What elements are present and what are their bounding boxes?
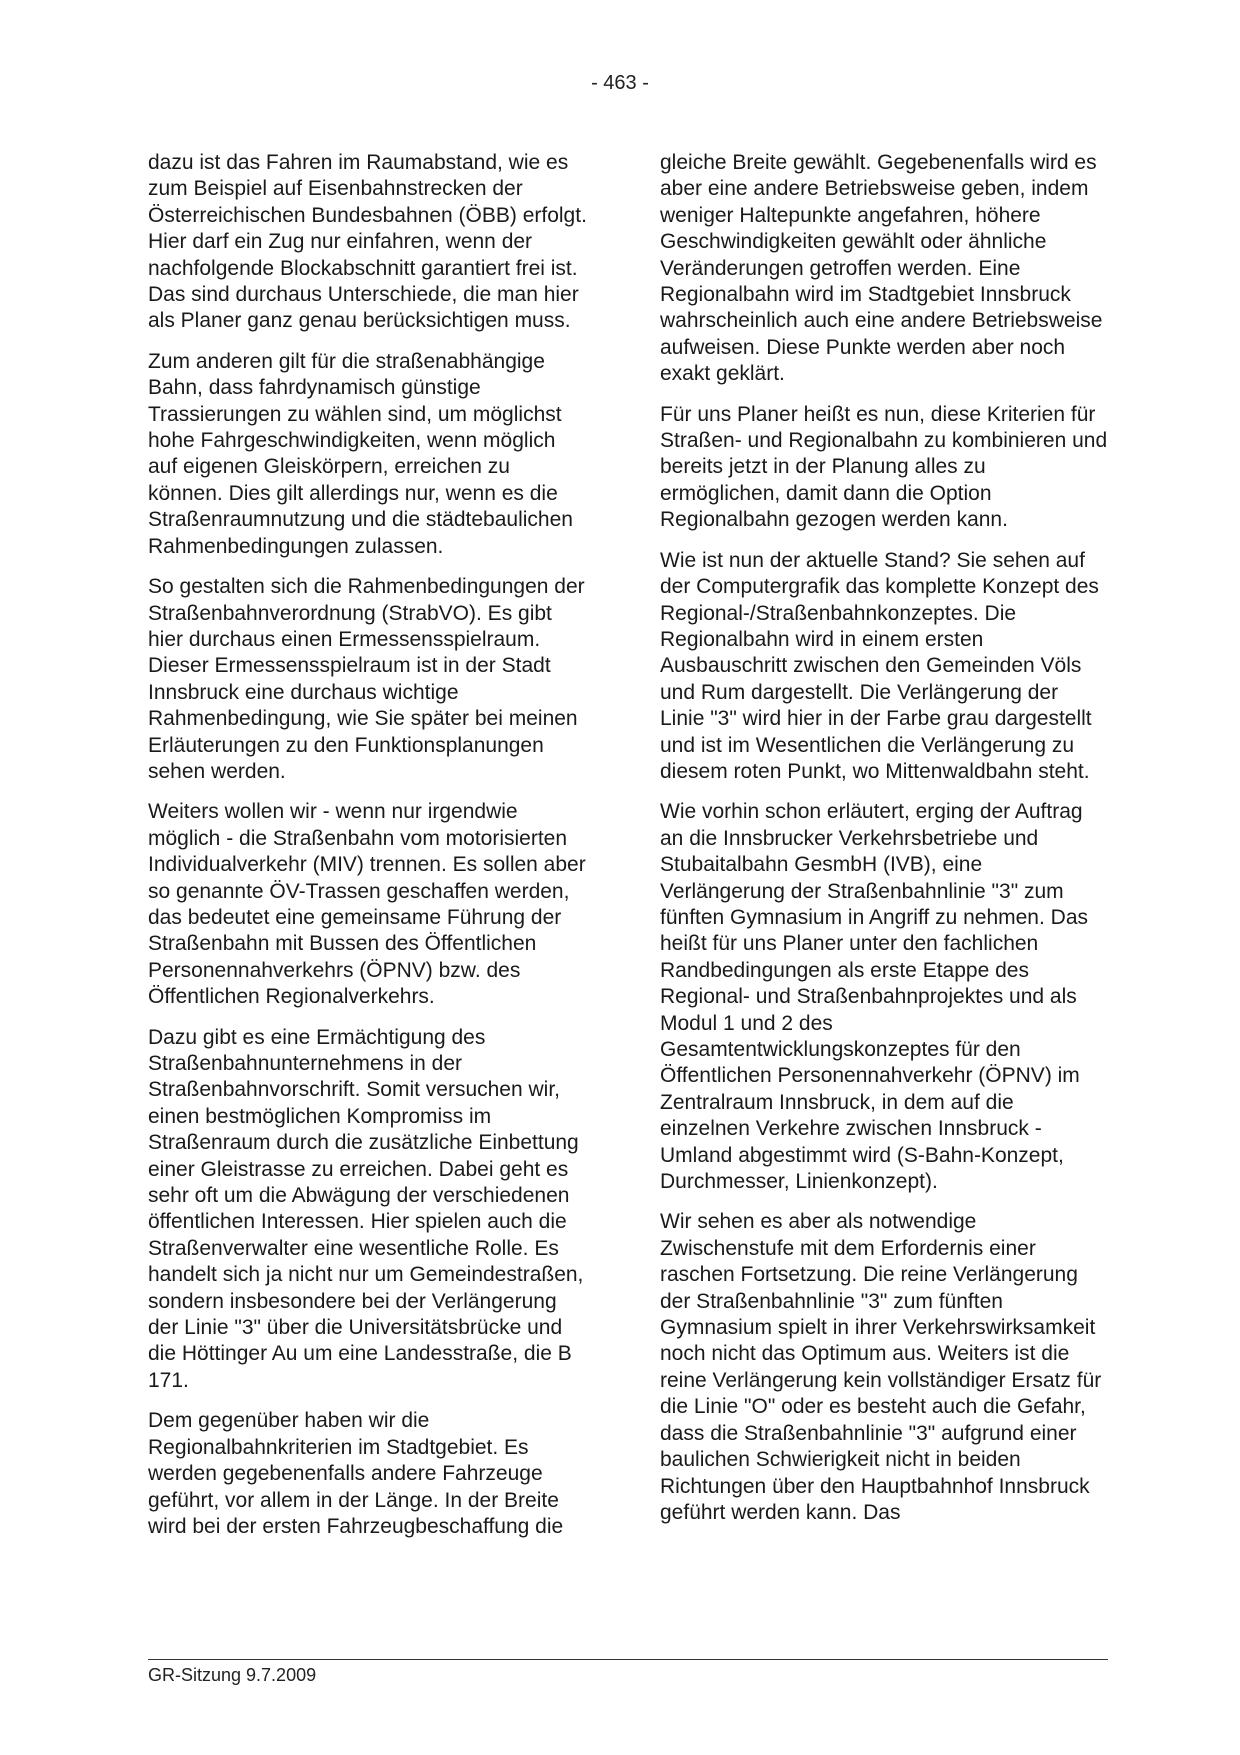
paragraph: Wie ist nun der aktuelle Stand? Sie sehen auf der Computergrafik das komplette Konzept des Regional-/Straßenbahnkonzeptes. Die Regionalbahn wird in einem ersten Ausbauschritt zwischen den Gemeinden Völs und Rum dargestellt. Die Verlängerung der Linie "3" wird hier in der Farbe grau dargestellt und ist im Wesentlichen die Verlängerung zu diesem roten Punkt, wo Mittenwaldbahn steht. <box>660 548 1099 783</box>
footer-divider <box>148 1659 1108 1660</box>
paragraph: Zum anderen gilt für die straßenabhängige Bahn, dass fahrdynamisch günstige Trassierungen zu wählen sind, um möglichst hohe Fahrgeschwindigkeiten, wenn möglich auf eigenen Gleiskörpern, erreichen zu können. Dies gilt allerdings nur, wenn es die Straßenraumnutzung und die städtebaulichen Rahmenbedingungen zulassen. <box>148 349 573 558</box>
paragraph: dazu ist das Fahren im Raumabstand, wie es zum Beispiel auf Eisenbahnstrecken der Österreichischen Bundesbahnen (ÖBB) erfolgt. Hier darf ein Zug nur einfahren, wenn der nachfolgende Blockabschnitt garantiert frei ist. Das sind durchaus Unterschiede, die man hier als Planer ganz genau berücksichtigen muss. <box>148 151 587 333</box>
paragraph: gleiche Breite gewählt. Gegebenenfalls wird es aber eine andere Betriebsweise geben, indem weniger Haltepunkte angefahren, höhere Geschwindigkeiten gewählt oder ähnliche Veränderungen getroffen werden. Eine Regionalbahn wird im Stadtgebiet Innsbruck wahrscheinlich auch eine andere Betriebsweise aufweisen. Diese Punkte werden aber noch exakt geklärt. <box>660 151 1103 386</box>
paragraph: Weiters wollen wir - wenn nur irgendwie möglich - die Straßenbahn vom motorisierten Individualverkehr (MIV) trennen. Es sollen aber so genannte ÖV-Trassen geschaffen werden, das bedeutet eine gemeinsame Führung der Straßenbahn mit Bussen des Öffentlichen Personennahverkehrs (ÖPNV) bzw. des Öffentlichen Regionalverkehrs. <box>148 800 586 1009</box>
paragraph: Dem gegenüber haben wir die Regionalbahnkriterien im Stadtgebiet. Es werden gegebenenfalls andere Fahrzeuge geführt, vor allem in der Länge. In der Breite wird bei der ersten Fahrzeugbeschaffung die <box>148 1409 564 1538</box>
paragraph: Für uns Planer heißt es nun, diese Kriterien für Straßen- und Regionalbahn zu kombinieren und bereits jetzt in der Planung alles zu ermöglichen, damit dann die Option Regionalbahn gezogen werden kann. <box>660 402 1108 532</box>
paragraph: Wie vorhin schon erläutert, erging der Auftrag an die Innsbrucker Verkehrsbetriebe und Stubaitalbahn GesmbH (IVB), eine Verlängerung der Straßenbahnlinie "3" zum fünften Gymnasium in Angriff zu nehmen. Das heißt für uns Planer unter den fachlichen Randbedingungen als erste Etappe des Regional- und Straßenbahnprojektes und als Modul 1 und 2 des Gesamtentwicklungskonzeptes für den Öffentlichen Personennahverkehr (ÖPNV) im Zentralraum Innsbruck, in dem auf die einzelnen Verkehre zwischen Innsbruck - Umland abgestimmt wird (S-Bahn-Konzept, Durchmesser, Linienkonzept). <box>660 800 1088 1194</box>
paragraph: Wir sehen es aber als notwendige Zwischenstufe mit dem Erfordernis einer raschen Fortsetzung. Die reine Verlängerung der Straßenbahnlinie "3" zum fünften Gymnasium spielt in ihrer Verkehrswirksamkeit noch nicht das Optimum aus. Weiters ist die reine Verlängerung kein vollständiger Ersatz für die Linie "O" oder es besteht auch die Gefahr, dass die Straßenbahnlinie "3" aufgrund einer baulichen Schwierigkeit nicht in beiden Richtungen über den Hauptbahnhof Innsbruck geführt werden kann. Das <box>660 1210 1102 1524</box>
page-number: - 463 - <box>591 72 649 94</box>
paragraph: So gestalten sich die Rahmenbedingungen der Straßenbahnverordnung (StrabVO). Es gibt hier durchaus einen Ermessensspielraum. Dieser Ermessensspielraum ist in der Stadt Innsbruck eine durchaus wichtige Rahmenbedingung, wie Sie später bei meinen Erläuterungen zu den Funktionsplanungen sehen werden. <box>148 575 585 783</box>
right-text-column <box>660 150 1108 1540</box>
paragraph: Dazu gibt es eine Ermächtigung des Straßenbahnunternehmens in der Straßenbahnvorschrift. Somit versuchen wir, einen bestmöglichen Kompromiss im Straßenraum durch die zusätzliche Einbettung einer Gleistrasse zu erreichen. Dabei geht es sehr oft um die Abwägung der verschiedenen öffentlichen Interessen. Hier spielen auch die Straßenverwalter eine wesentliche Rolle. Es handelt sich ja nicht nur um Gemeindestraßen, sondern insbesondere bei der Verlängerung der Linie "3" über die Universitätsbrücke und die Höttinger Au um eine Landesstraße, die B 171. <box>148 1025 584 1392</box>
footer-session-date: GR-Sitzung 9.7.2009 <box>148 1665 317 1685</box>
left-text-column <box>148 150 588 1554</box>
